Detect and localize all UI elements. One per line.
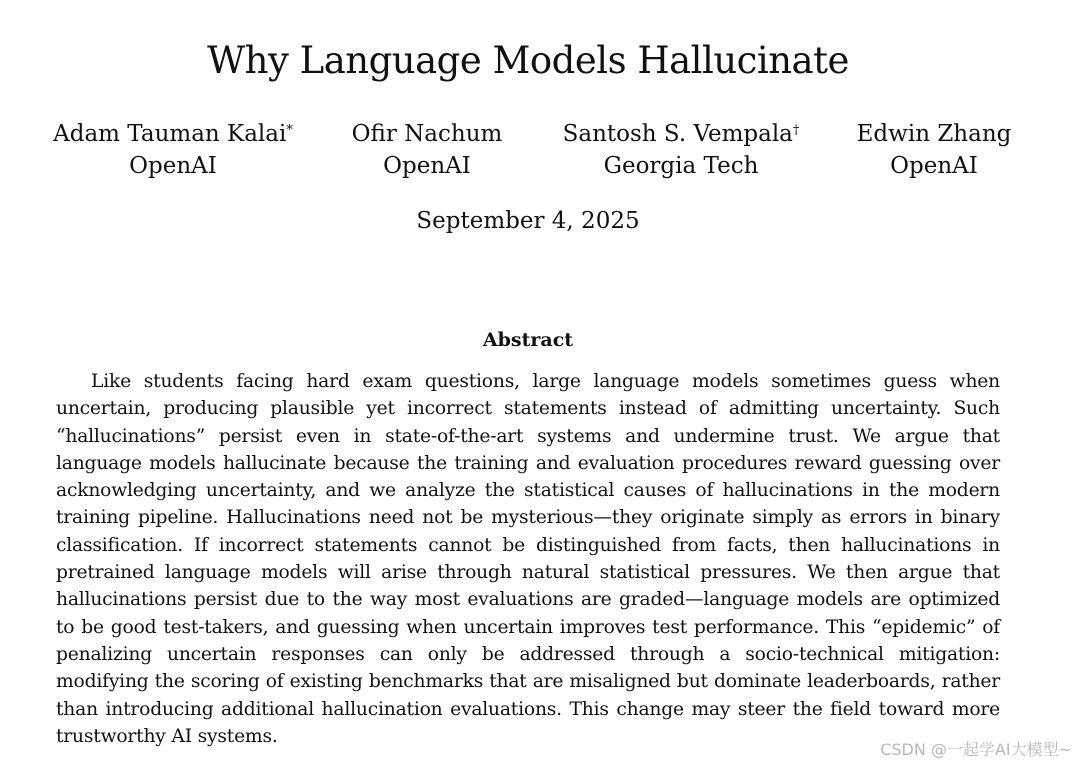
- author-1-name: Adam Tauman Kalai: [53, 121, 287, 147]
- publication-date: September 4, 2025: [416, 208, 640, 234]
- author-3-name-line: [563, 118, 800, 150]
- author-3: [563, 118, 800, 182]
- author-block: [0, 118, 1080, 188]
- author-2-affiliation: OpenAI: [383, 153, 471, 179]
- watermark: CSDN @一起学AI大模型~: [880, 740, 1072, 759]
- author-4-name: Edwin Zhang: [856, 121, 1012, 147]
- author-3-footnote-mark: †: [792, 123, 800, 138]
- paper-title: Why Language Models Hallucinate: [207, 39, 849, 82]
- author-1-affiliation: OpenAI: [129, 153, 217, 179]
- author-3-name: Santosh S. Vempala: [562, 121, 793, 147]
- author-2: [352, 118, 503, 182]
- author-1: [53, 118, 293, 182]
- author-1-footnote-mark: *: [286, 123, 293, 138]
- abstract-text: Like students facing hard exam questions, large language models sometimes guess when uncertain, producing plausible yet incorrect statements instead of admitting uncertainty. Such “hallucinations” persist even in state-of-the-art systems and undermine trust. We argue that language models hallucinate because the training and evaluation procedures reward guessing over acknowledging uncertainty, and we analyze the statistical causes of hallucinations in the modern training pipeline. Hallucinations need not be mysterious—they originate simply as errors in binary classification. If incorrect statements cannot be distinguished from facts, then hallucinations in pretrained language models will arise through natural statistical pressures. We then argue that hallucinations persist due to the way most evaluations are graded—language models are optimized to be good test-takers, and guessing when uncertain improves test performance. This “epidemic” of penalizing uncertain responses can only be addressed through a socio-technical mitigation: modifying the scoring of existing benchmarks that are misaligned but dominate leaderboards, rather than introducing additional hallucination evaluations. This change may steer the field toward more trustworthy AI systems.: [56, 371, 1000, 747]
- author-3-affiliation: Georgia Tech: [603, 153, 759, 179]
- author-4-affiliation: OpenAI: [890, 153, 978, 179]
- author-1-name-line: [53, 118, 293, 150]
- abstract-heading: Abstract: [482, 329, 574, 351]
- author-2-name: Ofir Nachum: [351, 121, 503, 147]
- author-4: [857, 118, 1012, 182]
